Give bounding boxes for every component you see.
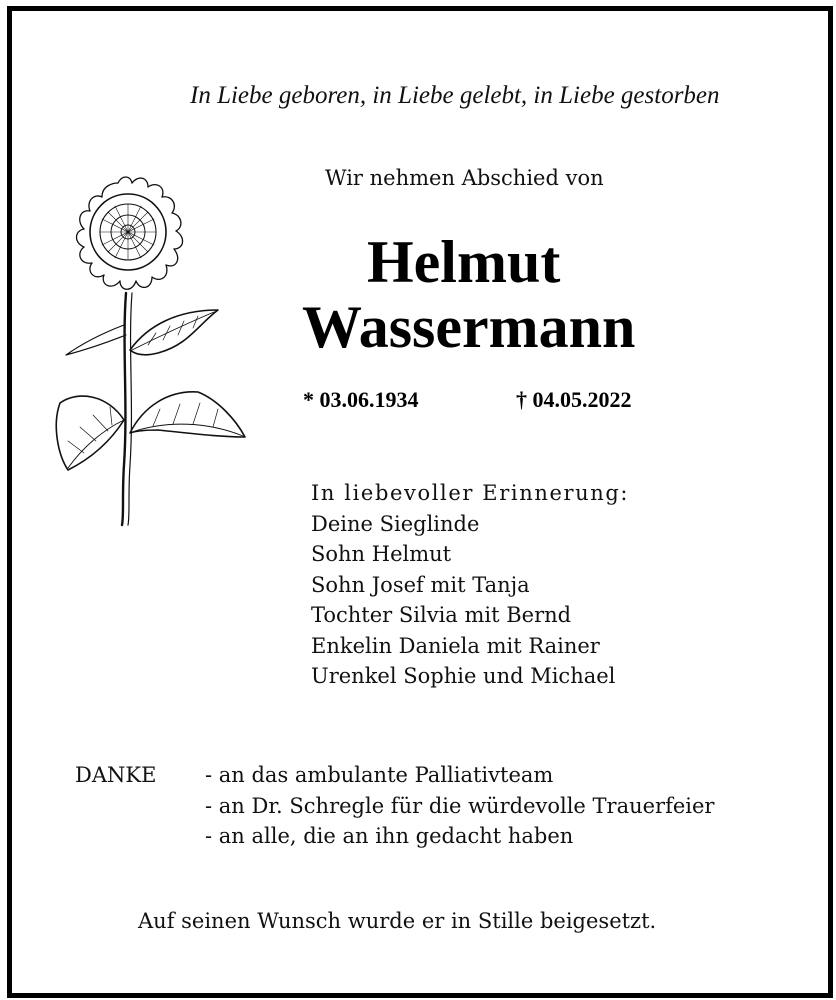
mourner-item: Urenkel Sophie und Michael	[311, 664, 616, 688]
thanks-items	[205, 760, 714, 852]
sunflower-icon	[38, 175, 253, 530]
closing-note: Auf seinen Wunsch wurde er in Stille beigesetzt.	[138, 909, 657, 933]
birth-date: * 03.06.1934	[303, 387, 419, 412]
mourner-item: Tochter Silvia mit Bernd	[311, 603, 572, 627]
mourner-item: Enkelin Daniela mit Rainer	[311, 633, 600, 658]
thanks-item: - an Dr. Schregle für die würdevolle Trauerfeier	[205, 793, 715, 818]
thanks-item: - an das ambulante Palliativteam	[205, 763, 554, 787]
deceased-last-name: Wassermann	[302, 294, 636, 360]
farewell-intro: Wir nehmen Abschied von	[325, 166, 604, 190]
thanks-label: DANKE	[75, 763, 157, 787]
motto: In Liebe geboren, in Liebe gelebt, in Liebe gestorben	[190, 82, 720, 109]
mourners-heading: In liebevoller Erinnerung:	[311, 481, 630, 505]
mourners-list	[311, 478, 629, 692]
death-date: † 04.05.2022	[516, 387, 632, 412]
mourner-item: Deine Sieglinde	[311, 511, 480, 536]
mourner-item: Sohn Helmut	[311, 542, 452, 566]
deceased-first-name: Helmut	[367, 229, 561, 295]
mourner-item: Sohn Josef mit Tanja	[311, 572, 530, 597]
thanks-item: - an alle, die an ihn gedacht haben	[205, 824, 574, 848]
